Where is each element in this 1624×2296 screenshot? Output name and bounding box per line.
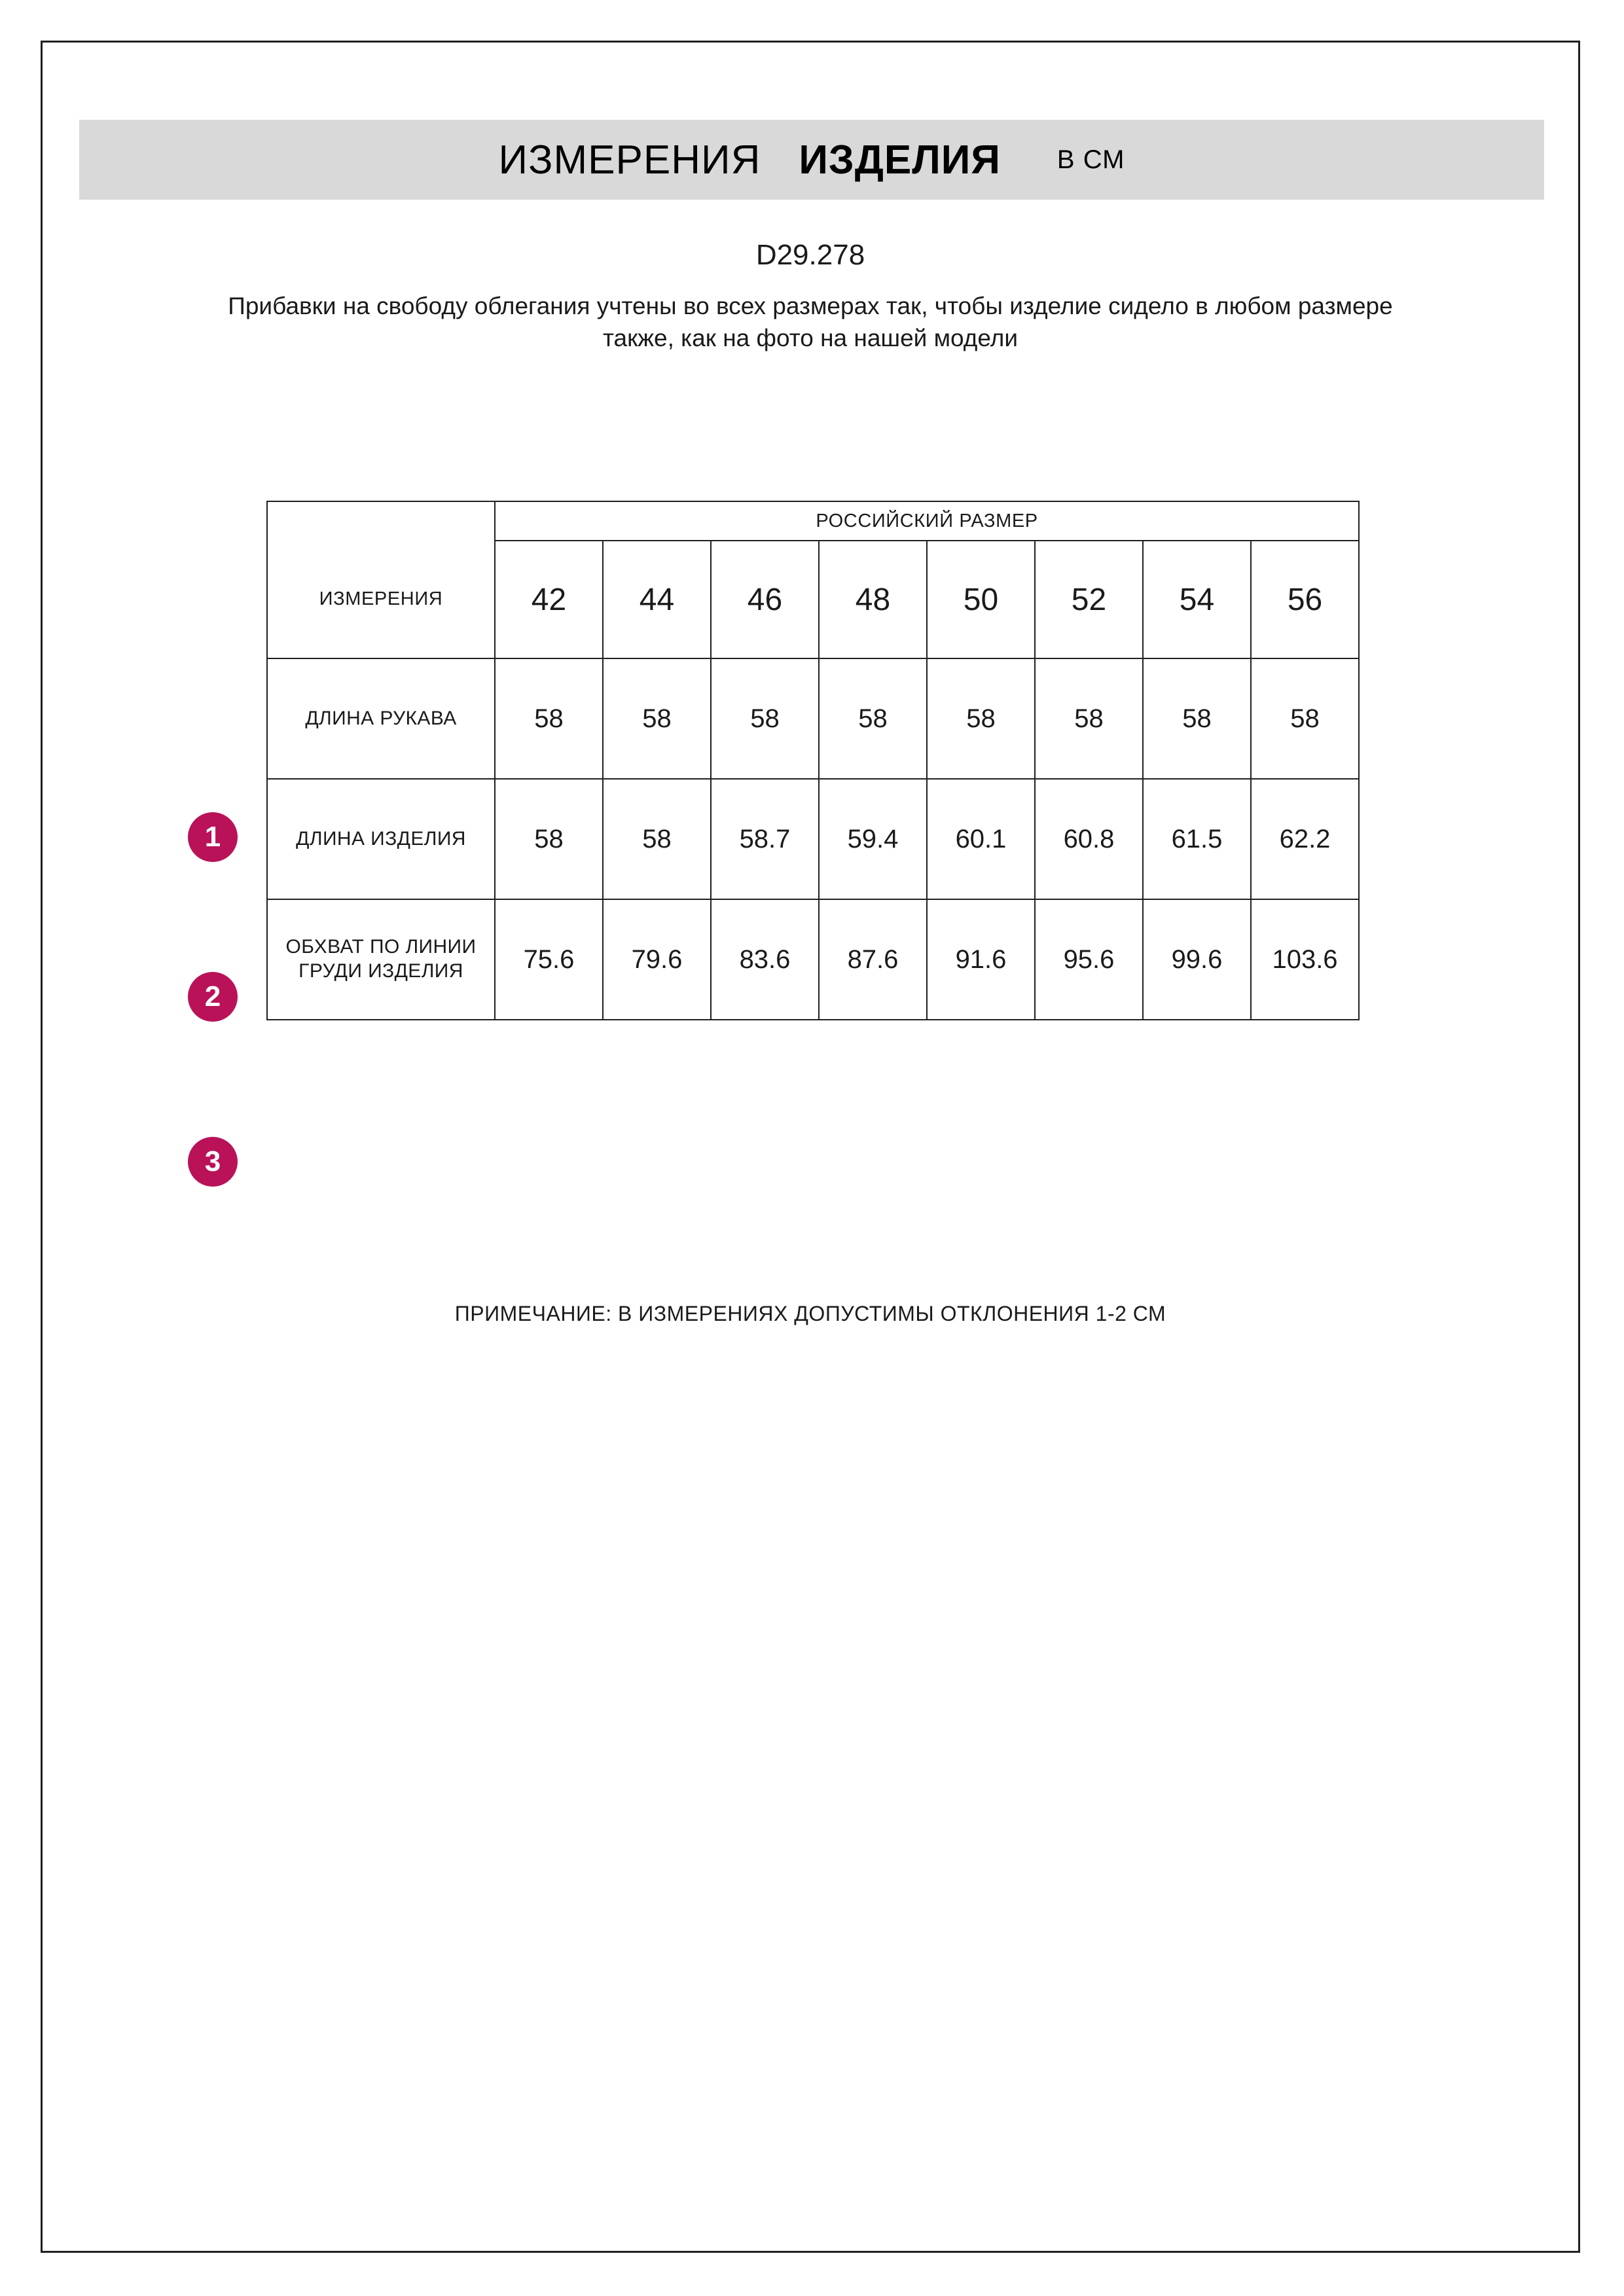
cell-sleeve-46: 58 (711, 658, 819, 779)
row-marker-3 (188, 1137, 238, 1187)
cell-length-48: 59.4 (819, 779, 927, 899)
table-group-header-label: РОССИЙСКИЙ РАЗМЕР (495, 501, 1359, 541)
cell-length-42: 58 (495, 779, 603, 899)
article-code: D29.278 (755, 239, 865, 271)
cell-length-54: 61.5 (1143, 779, 1251, 899)
cell-chest-50: 91.6 (927, 899, 1035, 1020)
measure-label-product-length: ДЛИНА ИЗДЕЛИЯ (267, 779, 495, 899)
table-size-header-row (267, 541, 1359, 658)
size-header-42: 42 (495, 541, 603, 658)
table-row (267, 658, 1359, 779)
cell-chest-52: 95.6 (1035, 899, 1143, 1020)
size-header-48: 48 (819, 541, 927, 658)
size-header-44: 44 (603, 541, 711, 658)
cell-sleeve-44: 58 (603, 658, 711, 779)
size-table (266, 501, 1360, 1020)
size-table-wrapper (266, 501, 1358, 1020)
cell-chest-44: 79.6 (603, 899, 711, 1020)
cell-sleeve-54: 58 (1143, 658, 1251, 779)
header-units: В СМ (1056, 145, 1125, 174)
cell-sleeve-52: 58 (1035, 658, 1143, 779)
note-text: ПРИМЕЧАНИЕ: В ИЗМЕРЕНИЯХ ДОПУСТИМЫ ОТКЛОНЕНИЯ 1-2 СМ (454, 1302, 1166, 1325)
size-header-54: 54 (1143, 541, 1251, 658)
cell-length-46: 58.7 (711, 779, 819, 899)
measure-label-chest-girth: ОБХВАТ ПО ЛИНИИ ГРУДИ ИЗДЕЛИЯ (267, 899, 495, 1020)
cell-chest-56: 103.6 (1251, 899, 1359, 1020)
row-marker-1-label: 1 (204, 821, 221, 853)
size-header-52: 52 (1035, 541, 1143, 658)
page-border (41, 41, 1580, 2253)
document-content (43, 43, 1578, 2251)
cell-length-50: 60.1 (927, 779, 1035, 899)
row-marker-3-label: 3 (204, 1145, 221, 1177)
cell-sleeve-56: 58 (1251, 658, 1359, 779)
cell-chest-54: 99.6 (1143, 899, 1251, 1020)
table-corner-blank (267, 501, 495, 541)
cell-length-52: 60.8 (1035, 779, 1143, 899)
measure-label-sleeve-length: ДЛИНА РУКАВА (267, 658, 495, 779)
header-title-measurements: ИЗМЕРЕНИЯ (498, 137, 761, 183)
size-header-50: 50 (927, 541, 1035, 658)
table-row (267, 899, 1359, 1020)
cell-sleeve-50: 58 (927, 658, 1035, 779)
cell-chest-46: 83.6 (711, 899, 819, 1020)
table-group-header-row (267, 501, 1359, 541)
size-header-46: 46 (711, 541, 819, 658)
cell-length-44: 58 (603, 779, 711, 899)
cell-sleeve-42: 58 (495, 658, 603, 779)
header-title-product: ИЗДЕЛИЯ (799, 137, 1001, 183)
cell-chest-42: 75.6 (495, 899, 603, 1020)
row-marker-2-label: 2 (204, 980, 221, 1013)
table-row (267, 779, 1359, 899)
description-text: Прибавки на свободу облегания учтены во всех размерах так, чтобы изделие сидело в любом размере также, как на фото на нашей модели (228, 293, 1393, 352)
cell-sleeve-48: 58 (819, 658, 927, 779)
cell-chest-48: 87.6 (819, 899, 927, 1020)
row-marker-2 (188, 972, 238, 1022)
row-marker-1 (188, 812, 238, 862)
size-header-56: 56 (1251, 541, 1359, 658)
header-band (79, 120, 1544, 200)
table-corner-label: ИЗМЕРЕНИЯ (267, 541, 495, 658)
cell-length-56: 62.2 (1251, 779, 1359, 899)
